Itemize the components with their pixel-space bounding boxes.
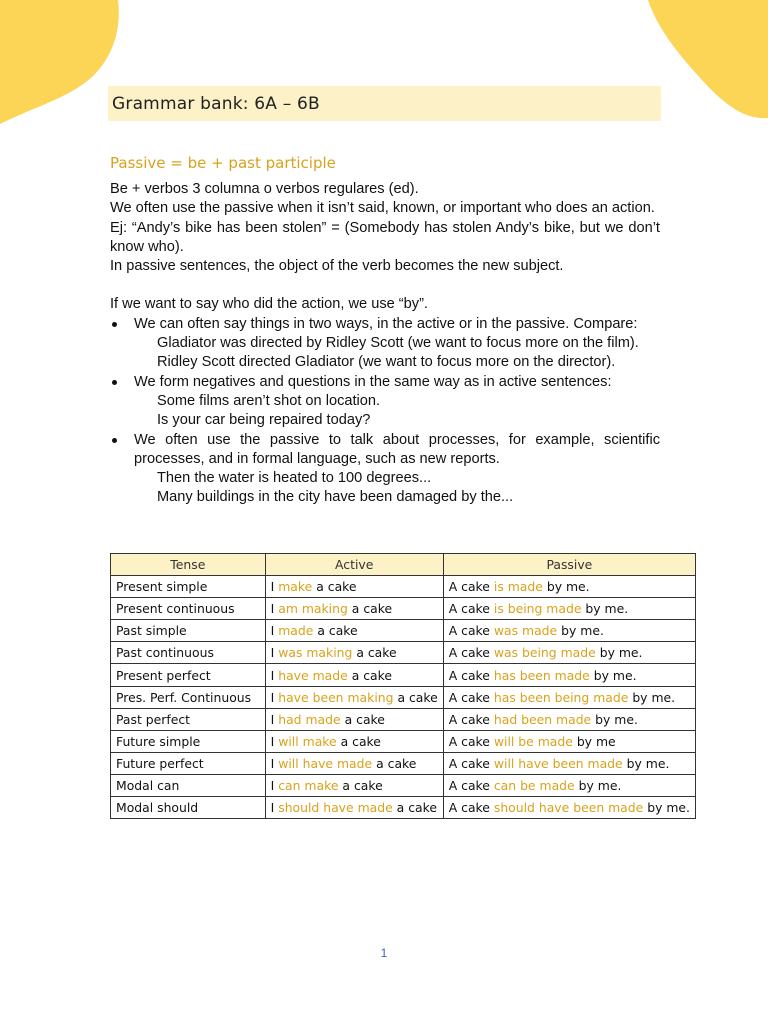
paragraph: We often use the passive when it isn’t said, known, or important who does an action. [110,200,655,217]
example-sentence: Many buildings in the city have been damaged by the... [157,489,514,506]
passive-cell [443,620,695,642]
active-object: a cake [317,623,358,639]
active-subject: I [270,623,275,639]
active-subject: I [270,601,275,617]
table-row [111,752,696,774]
active-cell [265,642,443,664]
passive-subject: A cake [448,755,490,771]
passive-object: by me. [546,579,590,595]
active-verb: should have made [278,800,393,816]
bullet-text: We form negatives and questions in the same way as in active sentences: [134,373,612,390]
active-object: a cake [397,689,438,705]
passive-object: by me. [593,667,637,683]
active-cell [265,752,443,774]
section-subtitle: Passive = be + past participle [110,154,336,172]
passive-verb: has been being made [493,689,629,705]
active-object: a cake [342,777,383,793]
table-row [111,774,696,796]
passive-object: by me. [585,601,629,617]
active-object: a cake [351,667,392,683]
passive-cell [443,686,695,708]
example-sentence: Then the water is heated to 100 degrees... [157,470,432,487]
title-banner [108,86,661,121]
passive-cell [443,730,695,752]
active-object: a cake [396,800,437,816]
active-subject: I [270,733,275,749]
active-verb: have been making [278,689,394,705]
table-body [111,576,696,819]
active-object: a cake [356,645,397,661]
table-row [111,620,696,642]
bullet-text: We can often say things in two ways, in the active or in the passive. Compare: [134,315,638,332]
paragraph: If we want to say who did the action, we use “by”. [110,296,428,313]
active-cell [265,598,443,620]
tense-cell: Past perfect [111,708,266,730]
active-verb: can make [278,777,339,793]
passive-cell [443,752,695,774]
passive-verb: is being made [493,601,582,617]
active-object: a cake [340,733,381,749]
active-verb: will have made [278,755,373,771]
active-verb: made [278,623,314,639]
passive-subject: A cake [448,800,490,816]
table-row [111,708,696,730]
passive-cell [443,598,695,620]
tense-cell: Pres. Perf. Continuous [111,686,266,708]
example-sentence: Ridley Scott directed Gladiator (we want to focus more on the director). [157,354,616,371]
table-header-row [111,554,696,576]
passive-cell [443,797,695,819]
tense-table [110,553,696,819]
active-subject: I [270,579,275,595]
passive-verb: can be made [493,777,575,793]
table-row [111,664,696,686]
passive-verb: had been made [493,711,592,727]
passive-verb: will be made [493,733,573,749]
table-row [111,598,696,620]
table-row [111,730,696,752]
active-cell [265,620,443,642]
active-cell [265,708,443,730]
example-sentence: Is your car being repaired today? [157,412,371,429]
active-subject: I [270,755,275,771]
active-cell [265,797,443,819]
active-subject: I [270,689,275,705]
passive-verb: will have been made [493,755,623,771]
page-number: 1 [380,946,388,960]
header-tense: Tense [111,554,266,576]
active-subject: I [270,645,275,661]
active-cell [265,664,443,686]
passive-cell [443,664,695,686]
active-subject: I [270,800,275,816]
active-verb: was making [278,645,353,661]
paragraph: In passive sentences, the object of the verb becomes the new subject. [110,258,564,275]
active-verb: had made [278,711,341,727]
passive-subject: A cake [448,777,490,793]
tense-cell: Future perfect [111,752,266,774]
passive-subject: A cake [448,579,490,595]
passive-cell [443,774,695,796]
paragraph: Be + verbos 3 columna o verbos regulares (ed). [110,181,419,197]
bullet-item [110,431,660,470]
tense-cell: Present continuous [111,598,266,620]
table-row [111,576,696,598]
passive-object: by me. [595,711,638,727]
active-cell [265,774,443,796]
active-object: a cake [376,755,417,771]
passive-subject: A cake [448,645,490,661]
passive-subject: A cake [448,711,490,727]
passive-object: by me. [561,623,604,639]
tense-cell: Modal should [111,797,266,819]
active-verb: make [278,579,313,595]
passive-cell [443,708,695,730]
tense-cell: Past continuous [111,642,266,664]
page-title: Grammar bank: 6A – 6B [112,93,320,114]
passive-verb: was made [493,623,558,639]
table-row [111,797,696,819]
active-object: a cake [344,711,385,727]
bullet-item [110,373,660,392]
header-active: Active [265,554,443,576]
tense-cell: Past simple [111,620,266,642]
header-passive: Passive [443,554,695,576]
active-subject: I [270,777,275,793]
example-sentence: Some films aren’t shot on location. [157,392,381,409]
active-verb: am making [278,601,348,617]
active-object: a cake [316,579,357,595]
active-subject: I [270,667,275,683]
table-row [111,642,696,664]
spacer [110,276,660,295]
passive-object: by me. [632,689,676,705]
tense-cell: Modal can [111,774,266,796]
active-cell [265,576,443,598]
passive-object: by me [576,733,616,749]
passive-verb: has been made [493,667,590,683]
tense-cell: Present simple [111,576,266,598]
passive-object: by me. [647,800,690,816]
passive-subject: A cake [448,601,490,617]
bullet-text: We often use the passive to talk about processes, for example, scientific processes, and in formal language, such as new reports. [134,431,660,467]
passive-verb: should have been made [493,800,644,816]
active-cell [265,686,443,708]
paragraph: Ej: “Andy’s bike has been stolen” = (Somebody has stolen Andy’s bike, but we don’t know who). [110,219,660,255]
passive-object: by me. [599,645,643,661]
active-verb: will make [278,733,337,749]
passive-subject: A cake [448,667,490,683]
passive-object: by me. [578,777,622,793]
active-subject: I [270,711,275,727]
passive-subject: A cake [448,623,490,639]
passive-subject: A cake [448,733,490,749]
tense-cell: Future simple [111,730,266,752]
passive-object: by me. [626,755,670,771]
active-cell [265,730,443,752]
body-text [110,180,660,508]
active-verb: have made [278,667,348,683]
passive-verb: was being made [493,645,596,661]
passive-cell [443,576,695,598]
passive-cell [443,642,695,664]
tense-cell: Present perfect [111,664,266,686]
table-row [111,686,696,708]
example-sentence: Gladiator was directed by Ridley Scott (we want to focus more on the film). [157,335,639,352]
passive-subject: A cake [448,689,490,705]
passive-verb: is made [493,579,543,595]
bullet-item [110,315,660,334]
active-object: a cake [351,601,393,617]
